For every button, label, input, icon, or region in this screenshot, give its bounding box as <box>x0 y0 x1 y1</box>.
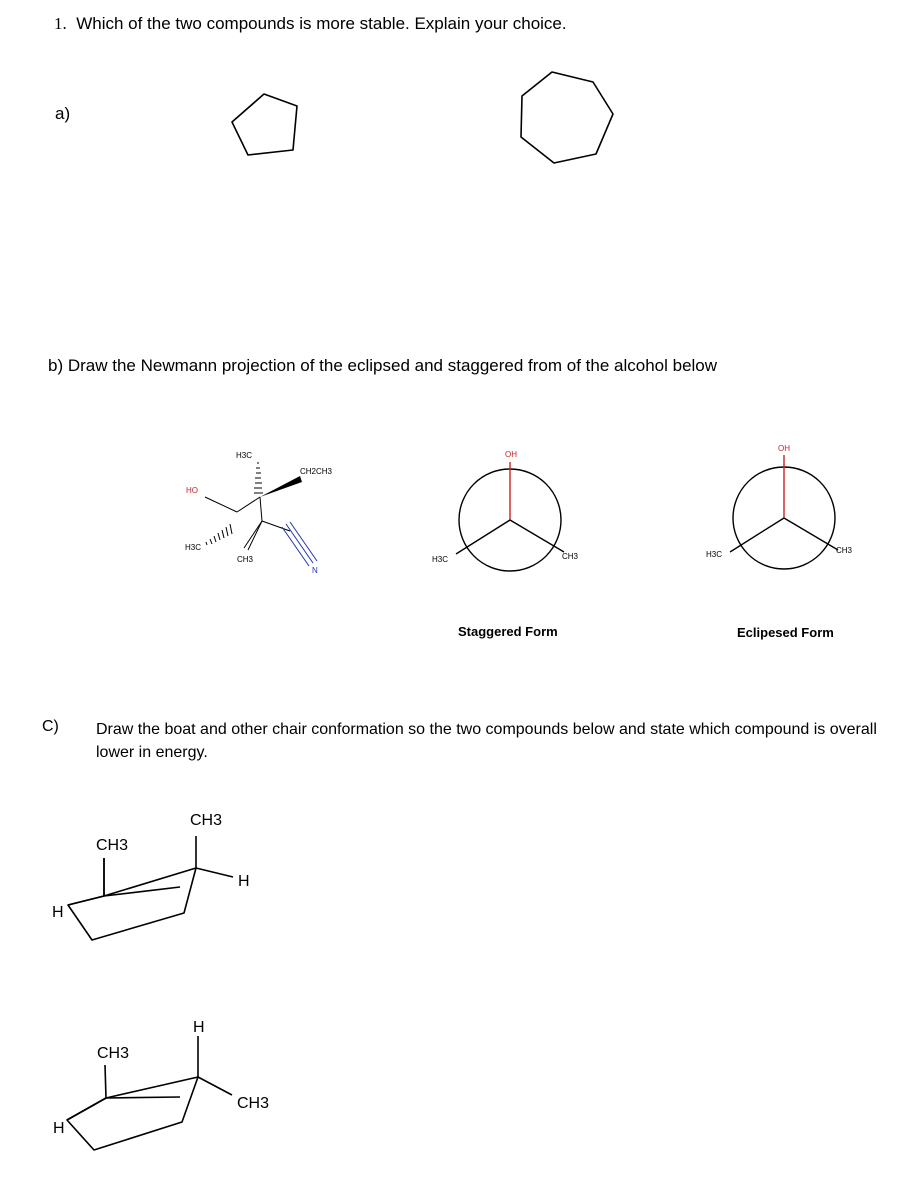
eclipsed-caption: Eclipesed Form <box>737 625 834 640</box>
staggered-caption: Staggered Form <box>458 624 558 639</box>
eclipsed-newman <box>730 455 838 569</box>
cycloheptane-ring <box>521 72 613 163</box>
solid-wedge <box>260 476 302 497</box>
question-number: 1. <box>54 14 67 33</box>
staggered-oh: OH <box>505 450 517 459</box>
part-b-prompt: b) Draw the Newmann projection of the eclipsed and staggered from of the alcohol below <box>48 356 718 375</box>
label-n: N <box>312 566 318 575</box>
chair2-h-left: H <box>53 1120 65 1137</box>
staggered-ch3: CH3 <box>562 552 579 561</box>
chair-2 <box>67 1036 232 1150</box>
label-ch2ch3: CH2CH3 <box>300 467 333 476</box>
part-a-label: a) <box>55 104 71 123</box>
chair1-h-left: H <box>52 904 64 921</box>
eclipsed-ch3: CH3 <box>836 546 853 555</box>
hashed-wedge-left <box>206 524 232 545</box>
eclipsed-h3c: H3C <box>706 550 723 559</box>
chair-1 <box>68 836 233 940</box>
staggered-newman <box>456 462 564 571</box>
chair2-ch3-left: CH3 <box>97 1045 130 1062</box>
staggered-h3c: H3C <box>432 555 449 564</box>
part-c-label: C) <box>42 718 59 735</box>
cyclopentane-ring <box>232 94 297 155</box>
chair2-h-top: H <box>193 1019 205 1036</box>
part-c-prompt: Draw the boat and other chair conformation so the two compounds below and state which compound is overall lower in energy. <box>96 721 877 761</box>
label-ch3-bottom: CH3 <box>237 555 254 564</box>
chair1-ch3-top: CH3 <box>190 812 223 829</box>
eclipsed-oh: OH <box>778 444 790 453</box>
chair1-ch3-left: CH3 <box>96 837 129 854</box>
chair2-ch3-right: CH3 <box>237 1095 270 1112</box>
chair1-h-right: H <box>238 873 250 890</box>
label-h3c-left: H3C <box>185 543 202 552</box>
label-ho: HO <box>186 486 198 495</box>
hashed-wedge-top <box>254 463 263 493</box>
alcohol-molecule <box>205 463 317 566</box>
label-h3c-top-visible: H3C <box>236 451 253 460</box>
nitrile-bond <box>282 522 317 566</box>
question-text: Which of the two compounds is more stable. Explain your choice. <box>76 14 567 33</box>
